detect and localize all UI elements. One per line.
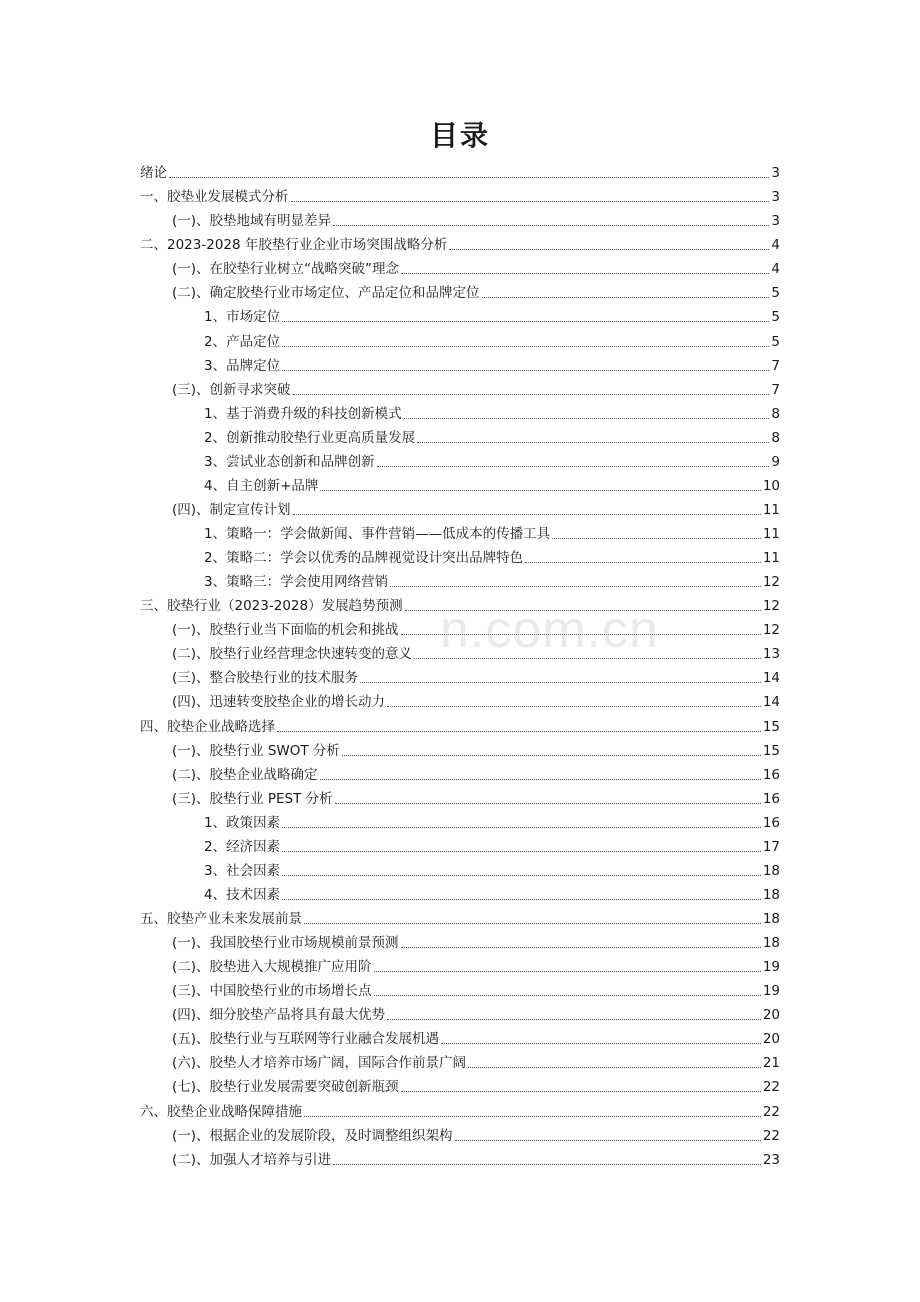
toc-page-number: 9: [771, 453, 780, 470]
toc-page-number: 18: [762, 862, 780, 879]
toc-dot-leader: [468, 1067, 761, 1068]
toc-entry-text: 1、市场定位: [204, 309, 281, 326]
toc-entry[interactable]: [140, 784, 780, 808]
toc-dot-leader: [335, 803, 761, 804]
toc-page-number: 4: [771, 261, 780, 278]
toc-entry-text: 一、胶垫业发展模式分析: [140, 189, 289, 206]
toc-dot-leader: [320, 779, 761, 780]
toc-dot-leader: [282, 851, 761, 852]
toc-page-number: 5: [771, 333, 780, 350]
toc-dot-leader: [333, 225, 769, 226]
toc-page-number: 21: [762, 1055, 780, 1072]
toc-dot-leader: [293, 514, 761, 515]
toc-entry[interactable]: [140, 663, 780, 687]
toc-entry[interactable]: [140, 471, 780, 495]
toc-entry[interactable]: [140, 856, 780, 880]
toc-page-number: 18: [762, 886, 780, 903]
toc-page-number: 5: [771, 285, 780, 302]
toc-entry[interactable]: [140, 495, 780, 519]
toc-dot-leader: [304, 1116, 761, 1117]
toc-page-number: 22: [762, 1127, 780, 1144]
toc-entry[interactable]: [140, 880, 780, 904]
toc-page-number: 16: [762, 766, 780, 783]
toc-entry-text: (四)、细分胶垫产品将具有最大优势: [172, 1007, 386, 1024]
toc-entry[interactable]: [140, 158, 780, 182]
toc-entry[interactable]: [140, 1024, 780, 1048]
toc-entry[interactable]: [140, 1000, 780, 1024]
toc-page-number: 11: [762, 526, 780, 542]
toc-dot-leader: [449, 249, 769, 250]
toc-page-number: 14: [762, 670, 780, 687]
toc-entry-text: (一)、我国胶垫行业市场规模前景预测: [172, 935, 399, 952]
toc-entry[interactable]: [140, 1096, 780, 1120]
toc-entry-text: (一)、根据企业的发展阶段，及时调整组织架构: [172, 1127, 453, 1144]
toc-page-number: 4: [771, 237, 780, 254]
toc-entry[interactable]: [140, 1072, 780, 1096]
toc-entry-text: 五、胶垫产业未来发展前景: [140, 911, 302, 927]
toc-page-number: 19: [762, 983, 780, 1000]
toc-page-number: 3: [771, 165, 780, 182]
toc-page-number: 10: [762, 477, 780, 494]
toc-page-number: 3: [771, 213, 780, 230]
toc-page-number: 23: [762, 1151, 780, 1168]
toc-entry-text: 四、胶垫企业战略选择: [140, 718, 275, 735]
toc-page-number: 22: [762, 1079, 780, 1096]
toc-page-number: 12: [762, 622, 780, 639]
toc-page-number: 11: [762, 501, 780, 518]
toc-entry[interactable]: [140, 904, 780, 928]
toc-dot-leader: [320, 490, 760, 491]
toc-page-number: 3: [771, 189, 780, 206]
toc-dot-leader: [404, 418, 770, 419]
toc-dot-leader: [401, 947, 761, 948]
toc-entry[interactable]: [140, 543, 780, 567]
toc-dot-leader: [282, 321, 769, 322]
toc-dot-leader: [401, 634, 761, 635]
toc-page-number: 12: [762, 574, 780, 591]
toc-entry[interactable]: [140, 423, 780, 447]
toc-entry-text: (三)、创新寻求突破: [172, 381, 291, 398]
toc-entry-text: 1、策略一：学会做新闻、事件营销——低成本的传播工具: [204, 526, 551, 542]
toc-entry-text: (六)、胶垫人才培养市场广阔，国际合作前景广阔: [172, 1055, 467, 1072]
toc-entry[interactable]: [140, 254, 780, 278]
toc-page-number: 20: [762, 1031, 780, 1048]
toc-entry[interactable]: [140, 928, 780, 952]
toc-dot-leader: [441, 1043, 761, 1044]
toc-entry[interactable]: [140, 952, 780, 976]
toc-entry-text: 二、2023-2028 年胶垫行业企业市场突围战略分析: [140, 237, 448, 254]
toc-dot-leader: [525, 562, 761, 563]
toc-dot-leader: [360, 682, 761, 683]
toc-entry[interactable]: [140, 326, 780, 350]
toc-entry-text: (四)、迅速转变胶垫企业的增长动力: [172, 694, 386, 711]
toc-entry-text: 1、政策因素: [204, 814, 281, 831]
toc-entry-text: (四)、制定宣传计划: [172, 501, 291, 518]
toc-dot-leader: [282, 899, 761, 900]
toc-page-number: 12: [762, 598, 780, 615]
toc-page-number: 8: [771, 405, 780, 422]
toc-dot-leader: [342, 755, 761, 756]
toc-dot-leader: [293, 394, 770, 395]
toc-entry[interactable]: [140, 399, 780, 423]
toc-entry-text: (一)、胶垫地域有明显差异: [172, 213, 332, 230]
toc-entry-text: (一)、在胶垫行业树立“战略突破”理念: [172, 261, 400, 278]
toc-page-number: 15: [762, 742, 780, 759]
toc-dot-leader: [333, 1164, 761, 1165]
toc-dot-leader: [377, 466, 770, 467]
toc-dot-leader: [387, 706, 761, 707]
toc-entry-text: 三、胶垫行业（2023-2028）发展趋势预测: [140, 598, 403, 615]
toc-entry[interactable]: [140, 711, 780, 735]
toc-dot-leader: [282, 875, 761, 876]
toc-entry[interactable]: [140, 687, 780, 711]
toc-entry[interactable]: [140, 1145, 780, 1169]
toc-entry[interactable]: [140, 447, 780, 471]
toc-dot-leader: [304, 923, 761, 924]
toc-entry[interactable]: [140, 615, 780, 639]
toc-entry-text: 2、经济因素: [204, 838, 281, 855]
toc-page-number: 15: [762, 718, 780, 735]
toc-entry-text: 4、自主创新+品牌: [204, 477, 319, 494]
toc-entry-text: 3、尝试业态创新和品牌创新: [204, 453, 375, 470]
toc-dot-leader: [374, 995, 761, 996]
toc-page-number: 5: [771, 309, 780, 326]
toc-page-number: 18: [762, 911, 780, 927]
toc-entry-text: (三)、胶垫行业 PEST 分析: [172, 790, 333, 807]
toc-dot-leader: [417, 442, 769, 443]
toc-dot-leader: [169, 177, 769, 178]
toc-page-number: 14: [762, 694, 780, 711]
toc-dot-leader: [374, 971, 761, 972]
toc-dot-leader: [401, 273, 769, 274]
toc-page-number: 8: [771, 429, 780, 446]
toc-entry[interactable]: [140, 278, 780, 302]
toc-entry-text: 2、策略二：学会以优秀的品牌视觉设计突出品牌特色: [204, 550, 524, 567]
toc-entry-text: (二)、胶垫行业经营理念快速转变的意义: [172, 646, 413, 663]
toc-entry-text: 3、品牌定位: [204, 357, 281, 374]
toc-dot-leader: [482, 297, 770, 298]
toc-dot-leader: [414, 658, 761, 659]
toc-entry[interactable]: [140, 591, 780, 615]
toc-page-number: 18: [762, 935, 780, 952]
toc-entry-text: 3、策略三：学会使用网络营销: [204, 574, 389, 591]
toc-entry-text: (二)、确定胶垫行业市场定位、产品定位和品牌定位: [172, 285, 480, 302]
toc-entry-text: (二)、胶垫企业战略确定: [172, 766, 318, 783]
toc-entry[interactable]: [140, 351, 780, 375]
toc-entry[interactable]: [140, 302, 780, 326]
toc-page-number: 7: [771, 357, 780, 374]
toc-dot-leader: [282, 346, 769, 347]
toc-entry-text: (五)、胶垫行业与互联网等行业融合发展机遇: [172, 1031, 440, 1048]
toc-page-number: 7: [771, 381, 780, 398]
toc-dot-leader: [390, 586, 761, 587]
toc-dot-leader: [455, 1140, 761, 1141]
toc-page-number: 19: [762, 959, 780, 976]
toc-dot-leader: [277, 731, 761, 732]
toc-entry-text: (七)、胶垫行业发展需要突破创新瓶颈: [172, 1079, 399, 1096]
toc-dot-leader: [387, 1019, 761, 1020]
toc-entry[interactable]: [140, 736, 780, 760]
toc-entry-text: (二)、胶垫进入大规模推广应用阶: [172, 959, 372, 976]
toc-entry[interactable]: [140, 230, 780, 254]
toc-entry-text: 2、创新推动胶垫行业更高质量发展: [204, 429, 416, 446]
toc-entry[interactable]: [140, 832, 780, 856]
toc-entry-text: (三)、整合胶垫行业的技术服务: [172, 670, 359, 687]
toc-entry-text: (一)、胶垫行业 SWOT 分析: [172, 742, 340, 759]
toc-entry-text: (一)、胶垫行业当下面临的机会和挑战: [172, 622, 399, 639]
toc-entry[interactable]: [140, 1121, 780, 1145]
toc-dot-leader: [405, 610, 761, 611]
toc-dot-leader: [401, 1091, 761, 1092]
toc-dot-leader: [282, 370, 769, 371]
toc-entry[interactable]: [140, 375, 780, 399]
toc-entry-text: 2、产品定位: [204, 333, 281, 350]
table-of-contents: [140, 158, 780, 1169]
toc-entry[interactable]: [140, 567, 780, 591]
toc-entry[interactable]: [140, 1048, 780, 1072]
toc-entry[interactable]: [140, 808, 780, 832]
page-title: 目录: [429, 119, 490, 152]
toc-entry-text: 4、技术因素: [204, 886, 281, 903]
toc-entry-text: 1、基于消费升级的科技创新模式: [204, 405, 402, 422]
toc-entry-text: (二)、加强人才培养与引进: [172, 1151, 332, 1168]
watermark: n.com.cn: [440, 601, 659, 659]
toc-page-number: 22: [762, 1103, 780, 1120]
toc-entry[interactable]: [140, 182, 780, 206]
toc-dot-leader: [291, 201, 770, 202]
toc-entry[interactable]: [140, 519, 780, 543]
toc-page-number: 16: [762, 814, 780, 831]
toc-entry-text: 3、社会因素: [204, 862, 281, 879]
toc-entry[interactable]: [140, 760, 780, 784]
toc-page-number: 20: [762, 1007, 780, 1024]
toc-dot-leader: [552, 538, 761, 539]
toc-page-number: 17: [762, 838, 780, 855]
toc-dot-leader: [282, 827, 761, 828]
toc-entry-text: 六、胶垫企业战略保障措施: [140, 1103, 302, 1120]
toc-entry[interactable]: [140, 639, 780, 663]
toc-page-number: 11: [762, 550, 780, 567]
toc-entry[interactable]: [140, 206, 780, 230]
toc-entry[interactable]: [140, 976, 780, 1000]
toc-page-number: 13: [762, 646, 780, 663]
toc-page-number: 16: [762, 790, 780, 807]
toc-entry-text: (三)、中国胶垫行业的市场增长点: [172, 983, 372, 1000]
toc-entry-text: 绪论: [140, 165, 167, 182]
